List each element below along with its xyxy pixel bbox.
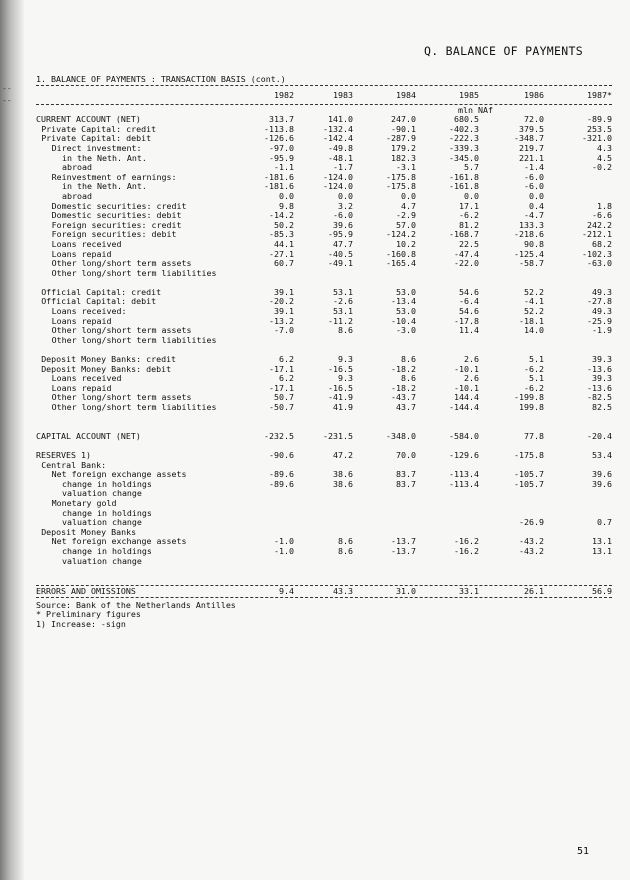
value-cell: 242.2: [587, 219, 612, 230]
value-cell: -348.0: [386, 430, 416, 441]
value-cell: -85.3: [269, 229, 294, 240]
row-label: valuation change: [62, 555, 142, 566]
value-cell: 179.2: [391, 142, 416, 153]
value-cell: -18.2: [391, 382, 416, 393]
row-label: Loans received: [51, 373, 122, 384]
value-cell: 0.0: [464, 190, 479, 201]
value-cell: -113.4: [449, 469, 479, 480]
table-row: [36, 451, 612, 461]
value-cell: -1.1: [274, 162, 294, 173]
value-cell: -10.4: [391, 315, 416, 326]
value-cell: 0.0: [401, 190, 416, 201]
value-cell: -26.9: [519, 517, 544, 528]
row-label: in the Neth. Ant.: [62, 181, 147, 192]
value-cell: 13.1: [592, 545, 612, 556]
year-header-row: [36, 91, 612, 101]
row-label: CURRENT ACCOUNT (NET): [36, 114, 141, 125]
row-label: Reinvestment of earnings:: [51, 171, 177, 182]
value-cell: -161.8: [449, 171, 479, 182]
row-label: ERRORS AND OMISSIONS: [36, 586, 136, 597]
value-cell: 11.4: [459, 325, 479, 336]
table-row: [36, 269, 612, 279]
value-cell: -27.8: [587, 296, 612, 307]
row-label: Other long/short term liabilities: [51, 334, 217, 345]
value-cell: 0.7: [597, 517, 612, 528]
row-label: Other long/short term assets: [51, 325, 192, 336]
value-cell: 39.6: [592, 469, 612, 480]
row-label: Loans repaid: [51, 248, 112, 259]
table-title: 1. BALANCE OF PAYMENTS : TRANSACTION BASIS (cont.): [36, 74, 286, 84]
value-cell: -161.8: [449, 181, 479, 192]
value-cell: 47.7: [333, 238, 353, 249]
value-cell: 6.2: [279, 354, 294, 365]
value-cell: -7.0: [274, 325, 294, 336]
value-cell: -175.8: [514, 449, 544, 460]
value-cell: 33.1: [459, 586, 479, 597]
value-cell: 53.0: [396, 306, 416, 317]
value-cell: 253.5: [587, 123, 612, 134]
row-label: Deposit Money Banks: credit: [41, 354, 177, 365]
value-cell: 8.6: [338, 536, 353, 547]
row-label: Foreign securities: credit: [51, 219, 182, 230]
year-header: 1987*: [587, 90, 612, 100]
value-cell: 5.1: [529, 373, 544, 384]
value-cell: -90.1: [391, 123, 416, 134]
value-cell: 82.5: [592, 402, 612, 412]
value-cell: -168.7: [449, 229, 479, 240]
value-cell: -47.4: [454, 248, 479, 259]
value-cell: -89.9: [587, 114, 612, 125]
value-cell: 2.6: [464, 373, 479, 384]
value-cell: -6.4: [459, 296, 479, 307]
value-cell: 43.3: [333, 586, 353, 597]
value-cell: -3.1: [396, 162, 416, 173]
value-cell: -13.2: [269, 315, 294, 326]
table-row: [36, 403, 612, 413]
value-cell: -20.2: [269, 296, 294, 307]
value-cell: -4.1: [524, 296, 544, 307]
table-row: [36, 587, 612, 597]
value-cell: 5.1: [529, 354, 544, 365]
value-cell: 8.6: [401, 354, 416, 365]
row-label: Official Capital: credit: [41, 286, 162, 297]
row-label: Domestic securities: debit: [51, 210, 182, 221]
value-cell: -6.6: [592, 210, 612, 221]
preliminary-note: * Preliminary figures: [36, 609, 141, 620]
value-cell: 9.3: [338, 354, 353, 365]
value-cell: -160.8: [386, 248, 416, 259]
page-number: 51: [577, 846, 590, 857]
year-header: 1983: [333, 90, 353, 100]
value-cell: -1.9: [592, 325, 612, 336]
value-cell: 14.0: [524, 325, 544, 336]
value-cell: -50.7: [269, 402, 294, 412]
value-cell: 199.8: [519, 402, 544, 412]
year-header: 1982: [274, 90, 294, 100]
balance-of-payments-table: [36, 74, 612, 630]
row-label: valuation change: [62, 488, 142, 499]
value-cell: -218.6: [514, 229, 544, 240]
page-title: Q. BALANCE OF PAYMENTS: [424, 44, 583, 58]
value-cell: -144.4: [449, 402, 479, 412]
value-cell: -40.5: [328, 248, 353, 259]
value-cell: -16.2: [454, 536, 479, 547]
value-cell: 2.6: [464, 354, 479, 365]
value-cell: -105.7: [514, 469, 544, 480]
row-label: Loans repaid: [51, 315, 112, 326]
value-cell: 680.5: [454, 114, 479, 125]
value-cell: -97.0: [269, 142, 294, 153]
row-label: in the Neth. Ant.: [62, 152, 147, 163]
value-cell: -345.0: [449, 152, 479, 163]
value-cell: -1.4: [524, 162, 544, 173]
value-cell: 83.7: [396, 478, 416, 489]
value-cell: -16.2: [454, 545, 479, 556]
value-cell: 313.7: [269, 114, 294, 125]
value-cell: 0.4: [529, 200, 544, 211]
value-cell: -17.1: [269, 363, 294, 374]
value-cell: 9.4: [279, 586, 294, 597]
value-cell: -4.7: [524, 210, 544, 221]
table-row: [36, 489, 612, 499]
unit-label: mln NAf: [458, 104, 493, 115]
row-label: Other long/short term liabilities: [51, 267, 217, 278]
value-cell: 49.3: [592, 306, 612, 317]
value-cell: -43.2: [519, 545, 544, 556]
value-cell: -175.8: [386, 171, 416, 182]
value-cell: -287.9: [386, 133, 416, 144]
value-cell: 43.7: [396, 402, 416, 412]
bottom-rule: [36, 597, 612, 599]
value-cell: 39.3: [592, 373, 612, 384]
row-label: Direct investment:: [51, 142, 142, 153]
value-cell: -142.4: [323, 133, 353, 144]
value-cell: 8.6: [338, 545, 353, 556]
value-cell: 41.9: [333, 402, 353, 412]
value-cell: 38.6: [333, 469, 353, 480]
value-cell: 4.5: [597, 152, 612, 163]
value-cell: 39.1: [274, 286, 294, 297]
value-cell: 90.8: [524, 238, 544, 249]
row-label: Domestic securities: credit: [51, 200, 187, 211]
value-cell: 0.0: [279, 190, 294, 201]
value-cell: -6.0: [333, 210, 353, 221]
value-cell: -0.2: [592, 162, 612, 173]
value-cell: -13.6: [587, 363, 612, 374]
value-cell: -90.6: [269, 449, 294, 460]
value-cell: -13.4: [391, 296, 416, 307]
value-cell: -181.6: [264, 171, 294, 182]
value-cell: -125.4: [514, 248, 544, 259]
value-cell: 219.7: [519, 142, 544, 153]
year-header: 1985: [459, 90, 479, 100]
value-cell: 13.1: [592, 536, 612, 547]
value-cell: -16.5: [328, 382, 353, 393]
table-body: [36, 115, 612, 597]
value-cell: -17.1: [269, 382, 294, 393]
value-cell: 8.6: [338, 325, 353, 336]
value-cell: 56.9: [592, 586, 612, 597]
source-line: Source: Bank of the Netherlands Antilles: [36, 599, 236, 610]
value-cell: -18.1: [519, 315, 544, 326]
row-label: Central Bank:: [41, 459, 107, 470]
value-cell: 38.6: [333, 478, 353, 489]
value-cell: -58.7: [519, 258, 544, 269]
row-label: change in holdings: [62, 478, 152, 489]
value-cell: -2.9: [396, 210, 416, 221]
value-cell: 4.7: [401, 200, 416, 211]
value-cell: 39.6: [592, 478, 612, 489]
value-cell: 53.1: [333, 306, 353, 317]
value-cell: -25.9: [587, 315, 612, 326]
value-cell: 60.7: [274, 258, 294, 269]
row-label: Official Capital: debit: [41, 296, 157, 307]
value-cell: -6.2: [459, 210, 479, 221]
value-cell: 141.0: [328, 114, 353, 125]
row-label: Monetary gold: [51, 497, 117, 508]
value-cell: -124.2: [386, 229, 416, 240]
value-cell: 52.2: [524, 306, 544, 317]
table-row: [36, 336, 612, 346]
value-cell: 44.1: [274, 238, 294, 249]
spacer-row: [36, 576, 612, 586]
value-cell: -95.9: [328, 229, 353, 240]
value-cell: 53.1: [333, 286, 353, 297]
value-cell: -18.2: [391, 363, 416, 374]
value-cell: -321.0: [582, 133, 612, 144]
value-cell: -2.6: [333, 296, 353, 307]
value-cell: -232.5: [264, 430, 294, 441]
value-cell: 57.0: [396, 219, 416, 230]
row-label: RESERVES 1): [36, 449, 91, 460]
value-cell: -6.2: [524, 363, 544, 374]
value-cell: -41.9: [328, 392, 353, 403]
value-cell: -105.7: [514, 478, 544, 489]
value-cell: 10.2: [396, 238, 416, 249]
margin-mark: --: [2, 84, 12, 93]
row-label: change in holdings: [62, 507, 152, 518]
value-cell: -222.3: [449, 133, 479, 144]
value-cell: -1.0: [274, 536, 294, 547]
value-cell: 39.6: [333, 219, 353, 230]
value-cell: 182.3: [391, 152, 416, 163]
value-cell: -20.4: [587, 430, 612, 441]
value-cell: 0.0: [338, 190, 353, 201]
spacer-row: [36, 566, 612, 576]
value-cell: -348.7: [514, 133, 544, 144]
value-cell: 53.0: [396, 286, 416, 297]
value-cell: -132.4: [323, 123, 353, 134]
row-label: change in holdings: [62, 545, 152, 556]
value-cell: -181.6: [264, 181, 294, 192]
value-cell: 50.2: [274, 219, 294, 230]
value-cell: 3.2: [338, 200, 353, 211]
value-cell: -113.8: [264, 123, 294, 134]
value-cell: 9.8: [279, 200, 294, 211]
value-cell: 70.0: [396, 449, 416, 460]
value-cell: -13.7: [391, 545, 416, 556]
value-cell: -124.0: [323, 181, 353, 192]
row-label: CAPITAL ACCOUNT (NET): [36, 430, 141, 441]
binding-shadow: [0, 0, 24, 880]
value-cell: -231.5: [323, 430, 353, 441]
value-cell: 221.1: [519, 152, 544, 163]
value-cell: 83.7: [396, 469, 416, 480]
value-cell: -95.9: [269, 152, 294, 163]
value-cell: -13.7: [391, 536, 416, 547]
value-cell: -6.0: [524, 171, 544, 182]
row-label: Foreign securities: debit: [51, 229, 177, 240]
value-cell: -126.6: [264, 133, 294, 144]
row-label: Net foreign exchange assets: [51, 536, 187, 547]
value-cell: 247.0: [391, 114, 416, 125]
value-cell: -102.3: [582, 248, 612, 259]
value-cell: 0.0: [529, 190, 544, 201]
row-label: abroad: [62, 162, 92, 173]
value-cell: -6.0: [524, 181, 544, 192]
value-cell: 50.7: [274, 392, 294, 403]
table-row: [36, 365, 612, 375]
value-cell: -43.7: [391, 392, 416, 403]
value-cell: -402.3: [449, 123, 479, 134]
value-cell: 68.2: [592, 238, 612, 249]
value-cell: 81.2: [459, 219, 479, 230]
row-label: Deposit Money Banks: [41, 526, 137, 537]
value-cell: 31.0: [396, 586, 416, 597]
value-cell: 144.4: [454, 392, 479, 403]
row-label: Loans received: [51, 238, 122, 249]
value-cell: 49.3: [592, 286, 612, 297]
value-cell: 54.6: [459, 306, 479, 317]
spacer-row: [36, 413, 612, 423]
value-cell: 72.0: [524, 114, 544, 125]
value-cell: 54.6: [459, 286, 479, 297]
value-cell: -3.0: [396, 325, 416, 336]
top-rule: [36, 85, 612, 87]
value-cell: -82.5: [587, 392, 612, 403]
row-label: abroad: [62, 190, 92, 201]
value-cell: -124.0: [323, 171, 353, 182]
value-cell: -11.2: [328, 315, 353, 326]
value-cell: -339.3: [449, 142, 479, 153]
value-cell: -1.7: [333, 162, 353, 173]
table-row: [36, 557, 612, 567]
value-cell: -199.8: [514, 392, 544, 403]
value-cell: -27.1: [269, 248, 294, 259]
value-cell: 5.7: [464, 162, 479, 173]
value-cell: 379.5: [519, 123, 544, 134]
value-cell: 47.2: [333, 449, 353, 460]
table-row: [36, 182, 612, 192]
value-cell: 1.8: [597, 200, 612, 211]
value-cell: 52.2: [524, 286, 544, 297]
value-cell: 133.3: [519, 219, 544, 230]
value-cell: -212.1: [582, 229, 612, 240]
value-cell: 77.8: [524, 430, 544, 441]
row-label: valuation change: [62, 517, 142, 528]
value-cell: 4.3: [597, 142, 612, 153]
value-cell: -89.6: [269, 478, 294, 489]
value-cell: -10.1: [454, 363, 479, 374]
year-header: 1984: [396, 90, 416, 100]
value-cell: 17.1: [459, 200, 479, 211]
row-label: Other long/short term assets: [51, 258, 192, 269]
value-cell: -43.2: [519, 536, 544, 547]
value-cell: -584.0: [449, 430, 479, 441]
row-label: Other long/short term liabilities: [51, 402, 217, 412]
value-cell: -48.1: [328, 152, 353, 163]
value-cell: -49.1: [328, 258, 353, 269]
table-row: [36, 432, 612, 442]
row-label: Other long/short term assets: [51, 392, 192, 403]
row-label: Net foreign exchange assets: [51, 469, 187, 480]
value-cell: -1.0: [274, 545, 294, 556]
value-cell: 8.6: [401, 373, 416, 384]
value-cell: -49.8: [328, 142, 353, 153]
value-cell: 39.3: [592, 354, 612, 365]
value-cell: -165.4: [386, 258, 416, 269]
value-cell: 39.1: [274, 306, 294, 317]
value-cell: -175.8: [386, 181, 416, 192]
value-cell: -22.0: [454, 258, 479, 269]
value-cell: 53.4: [592, 449, 612, 460]
row-label: Loans repaid: [51, 382, 112, 393]
value-cell: 9.3: [338, 373, 353, 384]
value-cell: -17.8: [454, 315, 479, 326]
row-label: Private Capital: credit: [41, 123, 157, 134]
value-cell: -10.1: [454, 382, 479, 393]
value-cell: 22.5: [459, 238, 479, 249]
row-label: Deposit Money Banks: debit: [41, 363, 172, 374]
margin-mark: --: [2, 96, 12, 105]
value-cell: -63.0: [587, 258, 612, 269]
value-cell: -113.4: [449, 478, 479, 489]
value-cell: 26.1: [524, 586, 544, 597]
value-cell: 6.2: [279, 373, 294, 384]
value-cell: -6.2: [524, 382, 544, 393]
row-label: Loans received:: [51, 306, 127, 317]
value-cell: -16.5: [328, 363, 353, 374]
increase-note: 1) Increase: -sign: [36, 619, 126, 630]
value-cell: -14.2: [269, 210, 294, 221]
value-cell: -13.6: [587, 382, 612, 393]
row-label: Private Capital: debit: [41, 133, 152, 144]
year-header: 1986: [524, 90, 544, 100]
value-cell: -89.6: [269, 469, 294, 480]
sources-note: [36, 601, 612, 630]
value-cell: -129.6: [449, 449, 479, 460]
